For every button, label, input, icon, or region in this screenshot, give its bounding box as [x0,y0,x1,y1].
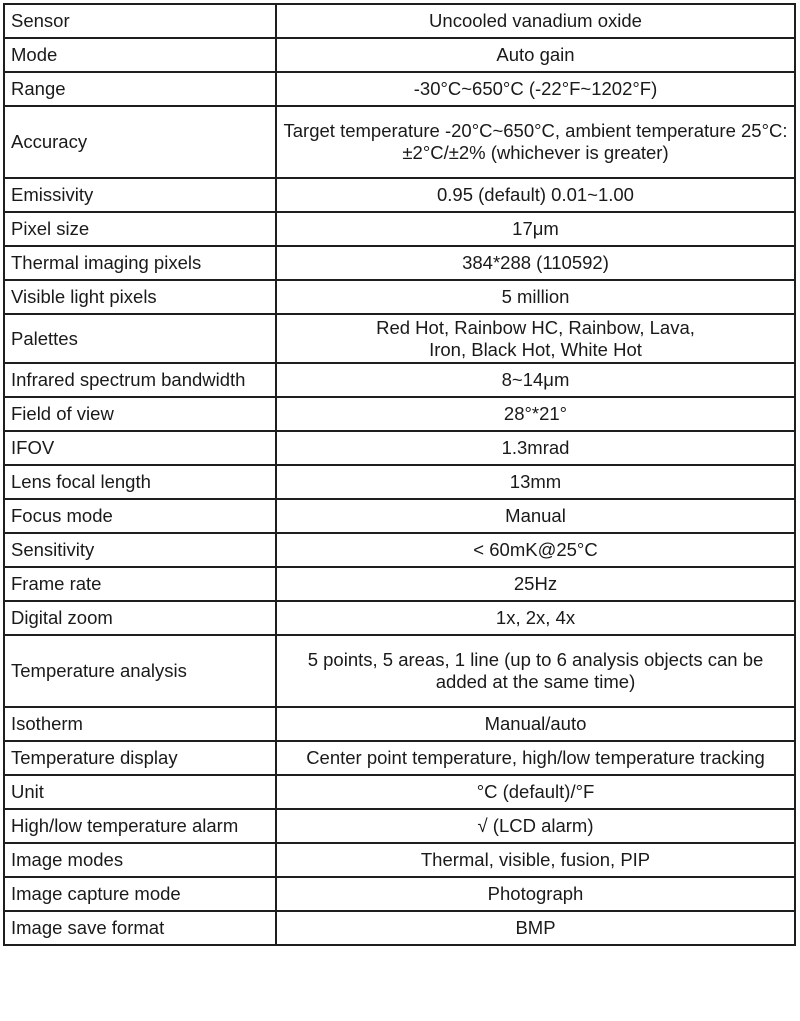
spec-row-temperature-analysis [4,635,795,707]
spec-label: Mode [4,38,276,72]
spec-value: Uncooled vanadium oxide [276,4,795,38]
spec-row-temperature-display [4,741,795,775]
spec-label: Frame rate [4,567,276,601]
spec-label: Range [4,72,276,106]
spec-table-body [4,4,795,945]
spec-label: Isotherm [4,707,276,741]
spec-value: Photograph [276,877,795,911]
spec-row-pixel-size [4,212,795,246]
spec-label: IFOV [4,431,276,465]
spec-value: 25Hz [276,567,795,601]
spec-value: < 60mK@25°C [276,533,795,567]
spec-value: Thermal, visible, fusion, PIP [276,843,795,877]
spec-row-image-capture-mode [4,877,795,911]
spec-table [3,3,796,946]
spec-label: Unit [4,775,276,809]
spec-value: 5 million [276,280,795,314]
spec-value: 384*288 (110592) [276,246,795,280]
spec-value: 8~14μm [276,363,795,397]
spec-label: Image capture mode [4,877,276,911]
spec-label: Palettes [4,314,276,363]
spec-row-focus-mode [4,499,795,533]
spec-label: Sensor [4,4,276,38]
spec-row-digital-zoom [4,601,795,635]
spec-value: 28°*21° [276,397,795,431]
spec-row-emissivity [4,178,795,212]
spec-row-thermal-imaging-pixels [4,246,795,280]
spec-row-sensor [4,4,795,38]
spec-row-lens-focal-length [4,465,795,499]
spec-row-frame-rate [4,567,795,601]
spec-row-image-save-format [4,911,795,945]
spec-label: Thermal imaging pixels [4,246,276,280]
spec-value: 5 points, 5 areas, 1 line (up to 6 analysis objects can be added at the same time) [276,635,795,707]
spec-value: 1x, 2x, 4x [276,601,795,635]
spec-label: Infrared spectrum bandwidth [4,363,276,397]
spec-row-range [4,72,795,106]
spec-value: Manual/auto [276,707,795,741]
spec-row-unit [4,775,795,809]
spec-value: 0.95 (default) 0.01~1.00 [276,178,795,212]
spec-label: Accuracy [4,106,276,178]
spec-label: Focus mode [4,499,276,533]
spec-row-field-of-view [4,397,795,431]
spec-row-palettes [4,314,795,363]
spec-value: °C (default)/°F [276,775,795,809]
spec-value: Target temperature -20°C~650°C, ambient temperature 25°C: ±2°C/±2% (whichever is greater) [276,106,795,178]
spec-value: Center point temperature, high/low temperature tracking [276,741,795,775]
spec-value: 13mm [276,465,795,499]
spec-row-image-modes [4,843,795,877]
spec-label: Lens focal length [4,465,276,499]
spec-value: Auto gain [276,38,795,72]
spec-row-ifov [4,431,795,465]
spec-value: 1.3mrad [276,431,795,465]
spec-label: High/low temperature alarm [4,809,276,843]
spec-label: Emissivity [4,178,276,212]
spec-label: Pixel size [4,212,276,246]
spec-row-mode [4,38,795,72]
spec-row-sensitivity [4,533,795,567]
spec-row-visible-light-pixels [4,280,795,314]
spec-row-accuracy [4,106,795,178]
spec-label: Image save format [4,911,276,945]
spec-label: Temperature analysis [4,635,276,707]
spec-label: Visible light pixels [4,280,276,314]
spec-row-isotherm [4,707,795,741]
spec-value: 17μm [276,212,795,246]
spec-label: Image modes [4,843,276,877]
spec-label: Digital zoom [4,601,276,635]
spec-value: Red Hot, Rainbow HC, Rainbow, Lava, Iron, Black Hot, White Hot [276,314,795,363]
spec-row-high-low-temperature-alarm [4,809,795,843]
spec-label: Field of view [4,397,276,431]
spec-value: -30°C~650°C (-22°F~1202°F) [276,72,795,106]
spec-value: BMP [276,911,795,945]
spec-label: Temperature display [4,741,276,775]
spec-label: Sensitivity [4,533,276,567]
spec-value: Manual [276,499,795,533]
spec-value: √ (LCD alarm) [276,809,795,843]
spec-row-infrared-spectrum-bandwidth [4,363,795,397]
